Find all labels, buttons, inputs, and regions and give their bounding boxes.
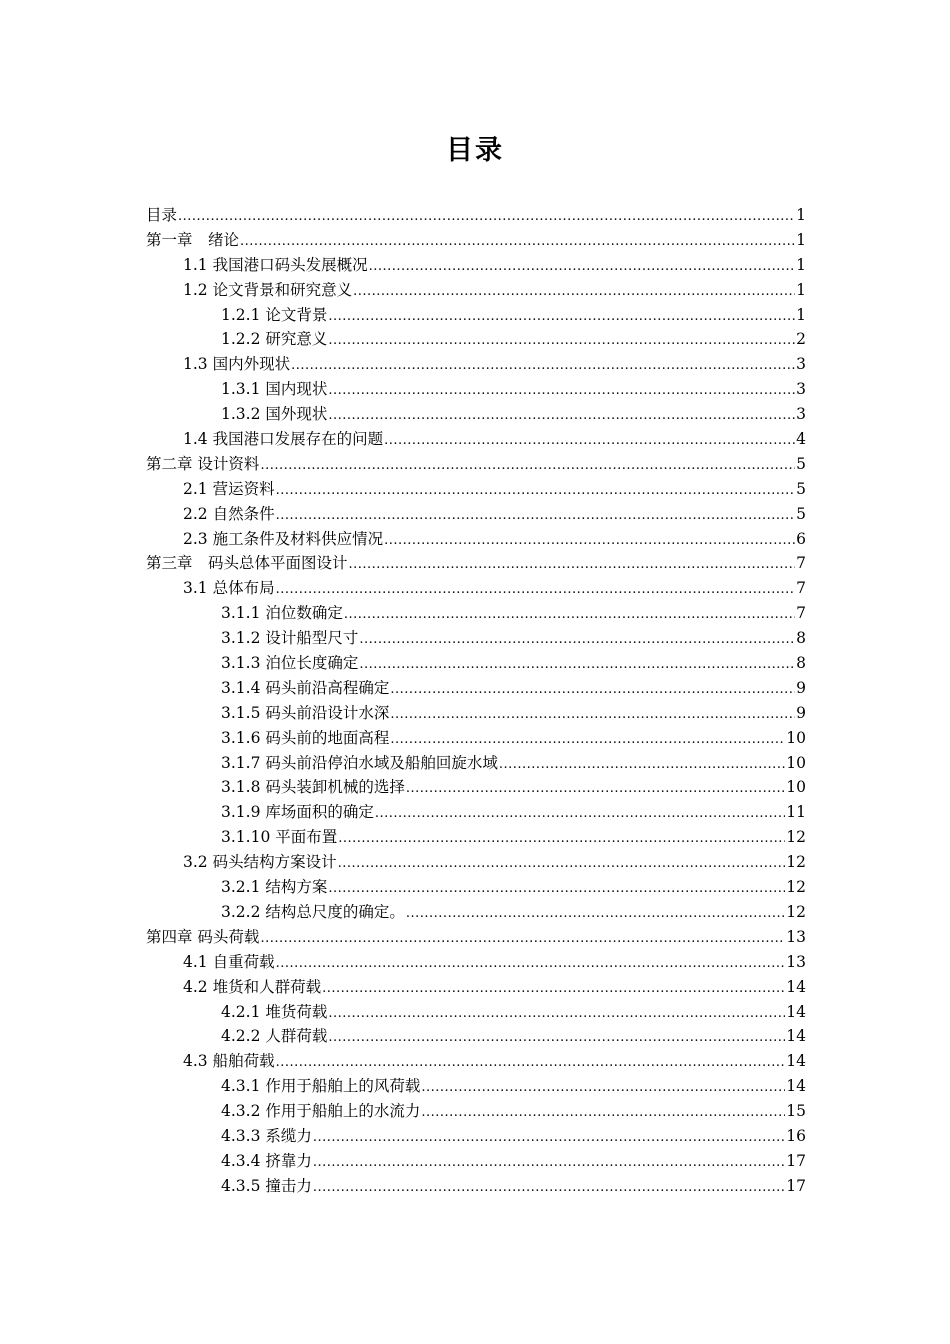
toc-entry[interactable] [146, 975, 806, 1000]
toc-entry[interactable] [146, 502, 806, 527]
toc-entry[interactable] [146, 452, 806, 477]
toc-entry-label: 3.2.1 结构方案 [221, 878, 328, 897]
toc-entry-page: 12 [786, 878, 806, 897]
toc-leader-dots [344, 603, 795, 628]
toc-leader-dots [260, 454, 795, 479]
toc-entry-label: 4.2.1 堆货荷载 [221, 1002, 328, 1021]
toc-entry-page: 14 [786, 1027, 806, 1046]
toc-entry-label: 2.1 营运资料 [183, 479, 275, 498]
toc-entry[interactable] [146, 427, 806, 452]
toc-entry[interactable] [146, 477, 806, 502]
toc-entry-label: 1.2.1 论文背景 [221, 305, 328, 324]
toc-entry-page: 3 [796, 355, 806, 374]
toc-entry-page: 5 [796, 479, 806, 498]
toc-leader-dots [390, 678, 795, 703]
toc-leader-dots [338, 827, 785, 852]
toc-entry-label: 3.1.6 码头前的地面高程 [221, 728, 390, 747]
toc-entry-page: 7 [796, 554, 806, 573]
toc-entry-label: 3.1 总体布局 [183, 579, 275, 598]
toc-leader-dots [369, 255, 796, 280]
toc-entry[interactable] [146, 850, 806, 875]
toc-entry-page: 9 [796, 678, 806, 697]
toc-entry[interactable] [146, 253, 806, 278]
toc-leader-dots [328, 1026, 785, 1051]
toc-entry-page: 5 [796, 454, 806, 473]
toc-leader-dots [338, 852, 786, 877]
toc-leader-dots [499, 753, 785, 778]
toc-entry-page: 13 [786, 927, 806, 946]
toc-entry-label: 4.3.3 系缆力 [221, 1126, 312, 1145]
toc-entry-page: 2 [796, 330, 806, 349]
toc-entry-page: 9 [796, 703, 806, 722]
toc-entry-label: 4.3.4 挤靠力 [221, 1151, 312, 1170]
toc-leader-dots [328, 329, 795, 354]
toc-entry[interactable] [146, 900, 806, 925]
toc-leader-dots [390, 728, 785, 753]
toc-leader-dots [276, 1051, 786, 1076]
toc-entry-page: 13 [786, 952, 806, 971]
toc-leader-dots [313, 1126, 785, 1151]
toc-entry-page: 1 [796, 206, 806, 224]
toc-entry[interactable] [146, 950, 806, 975]
toc-entry[interactable] [146, 726, 806, 751]
toc-entry-label: 3.2.2 结构总尺度的确定。 [221, 902, 405, 921]
toc-leader-dots [359, 628, 795, 653]
toc-entry-label: 4.3.1 作用于船舶上的风荷载 [221, 1077, 421, 1096]
toc-entry-label: 3.1.7 码头前沿停泊水域及船舶回旋水域 [221, 753, 498, 772]
toc-entry-label: 第四章 码头荷载 [146, 927, 260, 946]
toc-entry-page: 10 [786, 753, 806, 772]
toc-leader-dots [328, 1002, 785, 1027]
toc-entry-page: 12 [786, 853, 806, 872]
toc-leader-dots [328, 877, 785, 902]
toc-leader-dots [313, 1151, 785, 1176]
toc-entry[interactable] [146, 825, 806, 850]
toc-entry[interactable] [146, 701, 806, 726]
toc-leader-dots [359, 653, 795, 678]
toc-entry-label: 3.1.10 平面布置 [221, 828, 338, 847]
toc-entry-page: 3 [796, 405, 806, 424]
toc-entry-label: 第三章 码头总体平面图设计 [146, 554, 348, 573]
toc-entry-label: 1.2.2 研究意义 [221, 330, 328, 349]
toc-entry-label: 2.2 自然条件 [183, 504, 275, 523]
toc-entry-page: 14 [786, 1077, 806, 1096]
toc-entry[interactable] [146, 551, 806, 576]
toc-entry-page: 6 [796, 529, 806, 548]
toc-entry[interactable] [146, 1074, 806, 1099]
toc-entry-label: 4.3.5 撞击力 [221, 1176, 312, 1195]
toc-leader-dots [353, 280, 795, 305]
toc-entry[interactable] [146, 1099, 806, 1124]
toc-entry-page: 15 [786, 1102, 806, 1121]
toc-entry-label: 4.3 船舶荷载 [183, 1052, 275, 1071]
toc-entry-page: 5 [796, 504, 806, 523]
toc-entry[interactable] [146, 327, 806, 352]
toc-entry-page: 7 [796, 604, 806, 623]
toc-entry-page: 14 [786, 1052, 806, 1071]
toc-leader-dots [384, 529, 795, 554]
toc-entry-label: 1.4 我国港口发展存在的问题 [183, 430, 384, 449]
toc-entry-label: 3.1.2 设计船型尺寸 [221, 629, 359, 648]
toc-entry[interactable] [146, 1124, 806, 1149]
toc-leader-dots [384, 429, 795, 454]
toc-entry-page: 14 [786, 1002, 806, 1021]
toc-entry-page: 10 [786, 728, 806, 747]
toc-leader-dots [276, 952, 786, 977]
toc-list [146, 203, 806, 1199]
toc-entry[interactable] [146, 203, 806, 228]
toc-entry-page: 1 [796, 305, 806, 324]
toc-entry-page: 14 [786, 977, 806, 996]
toc-leader-dots [322, 977, 785, 1002]
toc-entry[interactable] [146, 228, 806, 253]
toc-entry[interactable] [146, 1149, 806, 1174]
toc-leader-dots [328, 305, 795, 330]
toc-leader-dots [276, 578, 796, 603]
toc-entry-page: 17 [786, 1151, 806, 1170]
toc-leader-dots [328, 404, 795, 429]
toc-entry-page: 1 [796, 255, 806, 274]
toc-entry[interactable] [146, 303, 806, 328]
toc-entry[interactable] [146, 377, 806, 402]
toc-entry-label: 4.1 自重荷载 [183, 952, 275, 971]
toc-entry-page: 1 [796, 230, 806, 249]
toc-leader-dots [178, 205, 795, 230]
toc-entry-label: 1.3.1 国内现状 [221, 380, 328, 399]
toc-entry[interactable] [146, 626, 806, 651]
toc-entry[interactable] [146, 651, 806, 676]
toc-entry-page: 12 [786, 902, 806, 921]
toc-entry-label: 1.2 论文背景和研究意义 [183, 280, 353, 299]
toc-entry[interactable] [146, 278, 806, 303]
toc-entry-label: 4.3.2 作用于船舶上的水流力 [221, 1102, 421, 1121]
toc-leader-dots [276, 479, 796, 504]
toc-entry-page: 1 [796, 280, 806, 299]
toc-entry-label: 3.1.3 泊位长度确定 [221, 654, 359, 673]
toc-entry[interactable] [146, 601, 806, 626]
toc-entry-page: 8 [796, 654, 806, 673]
toc-entry-label: 目录 [146, 206, 178, 224]
toc-entry-page: 11 [786, 803, 806, 822]
toc-entry-label: 1.3.2 国外现状 [221, 405, 328, 424]
toc-entry-label: 1.1 我国港口码头发展概况 [183, 255, 368, 274]
toc-leader-dots [421, 1076, 785, 1101]
toc-entry-page: 16 [786, 1126, 806, 1145]
toc-entry-label: 3.1.8 码头装卸机械的选择 [221, 778, 405, 797]
toc-leader-dots [313, 1176, 785, 1201]
toc-entry-label: 4.2.2 人群荷载 [221, 1027, 328, 1046]
page-title: 目录 [446, 135, 504, 166]
toc-entry-page: 17 [786, 1176, 806, 1195]
toc-leader-dots [390, 703, 795, 728]
toc-entry-label: 3.1.4 码头前沿高程确定 [221, 678, 390, 697]
toc-entry-page: 10 [786, 778, 806, 797]
toc-leader-dots [328, 379, 795, 404]
toc-entry-label: 1.3 国内外现状 [183, 355, 291, 374]
toc-leader-dots [406, 902, 785, 927]
toc-entry[interactable] [146, 1049, 806, 1074]
toc-entry[interactable] [146, 1000, 806, 1025]
toc-entry[interactable] [146, 402, 806, 427]
toc-leader-dots [349, 553, 796, 578]
toc-entry-label: 3.2 码头结构方案设计 [183, 853, 337, 872]
toc-leader-dots [276, 504, 796, 529]
toc-entry-label: 第一章 绪论 [146, 230, 240, 249]
toc-entry-label: 2.3 施工条件及材料供应情况 [183, 529, 384, 548]
toc-entry[interactable] [146, 775, 806, 800]
toc-entry[interactable] [146, 527, 806, 552]
toc-entry-label: 3.1.5 码头前沿设计水深 [221, 703, 390, 722]
toc-entry-page: 12 [786, 828, 806, 847]
toc-entry[interactable] [146, 925, 806, 950]
toc-entry[interactable] [146, 676, 806, 701]
toc-leader-dots [375, 802, 785, 827]
toc-leader-dots [240, 230, 795, 255]
toc-entry-label: 3.1.9 库场面积的确定 [221, 803, 374, 822]
toc-entry[interactable] [146, 1024, 806, 1049]
toc-entry-label: 3.1.1 泊位数确定 [221, 604, 343, 623]
toc-entry-page: 7 [796, 579, 806, 598]
toc-entry-label: 第二章 设计资料 [146, 454, 260, 473]
toc-entry-page: 4 [796, 430, 806, 449]
toc-leader-dots [291, 354, 795, 379]
toc-entry-page: 8 [796, 629, 806, 648]
toc-entry-label: 4.2 堆货和人群荷载 [183, 977, 322, 996]
toc-entry[interactable] [146, 800, 806, 825]
toc-leader-dots [421, 1101, 785, 1126]
toc-leader-dots [260, 927, 785, 952]
toc-entry-page: 3 [796, 380, 806, 399]
toc-leader-dots [406, 777, 785, 802]
toc-entry[interactable] [146, 352, 806, 377]
toc-entry[interactable] [146, 875, 806, 900]
toc-entry[interactable] [146, 1174, 806, 1199]
toc-entry[interactable] [146, 576, 806, 601]
toc-entry[interactable] [146, 751, 806, 776]
